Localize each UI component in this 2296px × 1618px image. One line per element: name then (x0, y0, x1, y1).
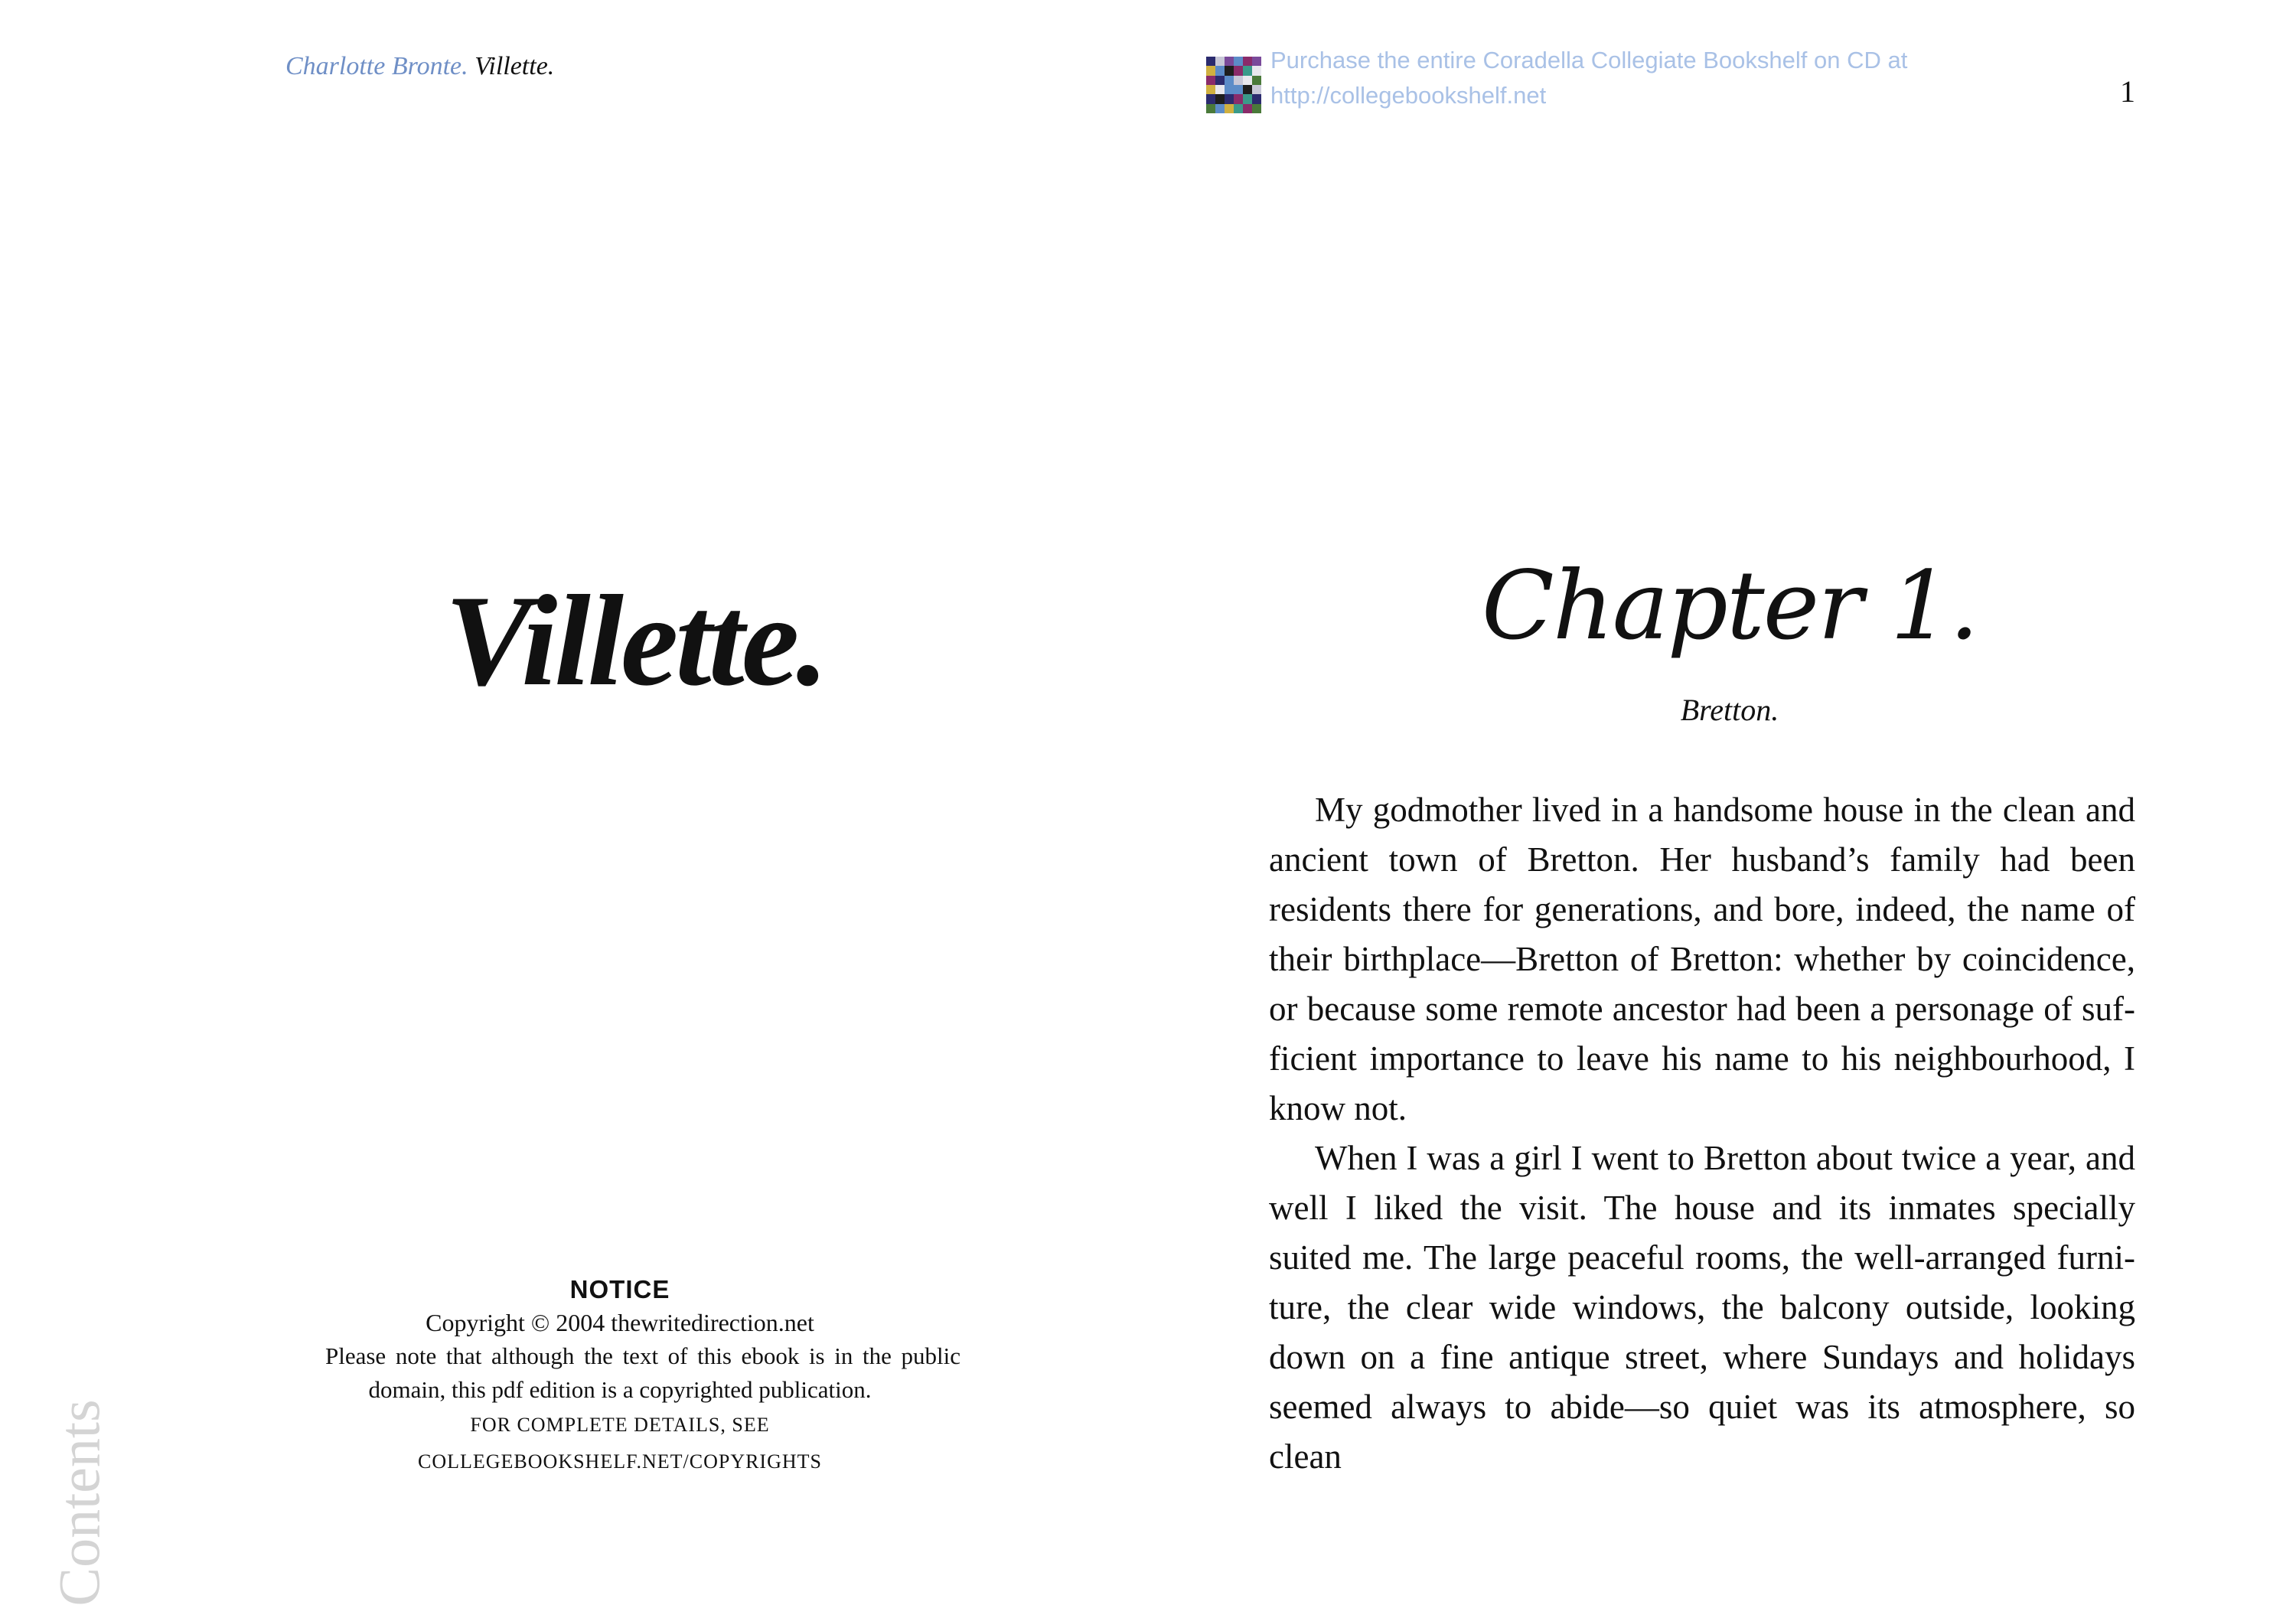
notice-copyright: Copyright © 2004 thewritedirection.net (426, 1309, 814, 1336)
logo-pixel (1252, 104, 1261, 113)
contents-tab[interactable]: Contents (47, 1399, 113, 1607)
author-link[interactable]: Charlotte Bronte. (285, 52, 468, 80)
notice-heading: NOTICE (569, 1275, 670, 1303)
chapter-subtitle: Bretton. (1680, 693, 1779, 727)
logo-pixel (1243, 85, 1252, 94)
purchase-banner[interactable] (1270, 43, 1907, 113)
logo-pixel (1234, 85, 1243, 94)
logo-pixel (1234, 94, 1243, 103)
logo-pixel (1234, 57, 1243, 66)
logo-pixel (1234, 66, 1243, 75)
logo-pixel (1206, 66, 1215, 75)
logo-pixel (1234, 104, 1243, 113)
notice-details: FOR COMPLETE DETAILS, SEE (470, 1414, 770, 1436)
purchase-banner-url[interactable]: http://collegebookshelf.net (1270, 82, 1547, 109)
logo-pixel (1215, 76, 1225, 85)
publisher-logo-icon[interactable] (1206, 57, 1261, 113)
book-title: Villette. (445, 569, 826, 713)
page-number: 1 (2120, 74, 2135, 109)
logo-pixel (1225, 76, 1234, 85)
logo-pixel (1206, 104, 1215, 113)
logo-pixel (1252, 76, 1261, 85)
purchase-banner-line[interactable]: Purchase the entire Coradella Collegiate Bookshelf on CD at (1270, 47, 1908, 73)
logo-pixel (1243, 94, 1252, 103)
logo-pixel (1252, 57, 1261, 66)
logo-pixel (1252, 66, 1261, 75)
header-book-title: Villette. (475, 52, 555, 80)
chapter-body (1269, 785, 2135, 1482)
logo-pixel (1225, 104, 1234, 113)
logo-pixel (1243, 57, 1252, 66)
logo-pixel (1225, 57, 1234, 66)
paragraph: When I was a girl I went to Bretton about twice a year, and well I liked the visit. The house and its inmates specially suited me. The large peaceful rooms, the well-arranged furni-ture, the clear wide windows, the balcony outside, looking down on a fine antique street, where Sundays and holidays seemed always to abide—so quiet was its atmosphere, so clean (1269, 1139, 2135, 1476)
logo-pixel (1252, 85, 1261, 94)
logo-pixel (1206, 85, 1215, 94)
logo-pixel (1215, 66, 1225, 75)
logo-pixel (1215, 104, 1225, 113)
paragraph: My godmother lived in a handsome house in the clean and ancient town of Bretton. Her husband’s family had been residents there for generations, and bore, indeed, the name of their birthplace—Bretton of Bretton: whether by coincidence, or because some remote ancestor had been a personage of suf-ficient importance to leave his name to his neighbourhood, I know not. (1269, 791, 2135, 1127)
logo-pixel (1225, 66, 1234, 75)
logo-pixel (1243, 66, 1252, 75)
logo-pixel (1215, 85, 1225, 94)
logo-pixel (1206, 94, 1215, 103)
logo-pixel (1234, 76, 1243, 85)
logo-pixel (1215, 94, 1225, 103)
logo-pixel (1206, 57, 1215, 66)
notice-body: Please note that although the text of this ebook is in the public domain, this pdf edition is a copyrighted publication. (325, 1342, 960, 1403)
logo-pixel (1252, 94, 1261, 103)
logo-pixel (1243, 76, 1252, 85)
logo-pixel (1225, 85, 1234, 94)
copyright-notice (276, 1274, 964, 1480)
logo-pixel (1243, 104, 1252, 113)
chapter-title: Chapter 1. (1481, 551, 1978, 661)
logo-pixel (1215, 57, 1225, 66)
notice-url[interactable]: COLLEGEBOOKSHELF.NET/COPYRIGHTS (418, 1450, 822, 1473)
logo-pixel (1206, 76, 1215, 85)
running-header (285, 52, 554, 81)
logo-pixel (1225, 94, 1234, 103)
